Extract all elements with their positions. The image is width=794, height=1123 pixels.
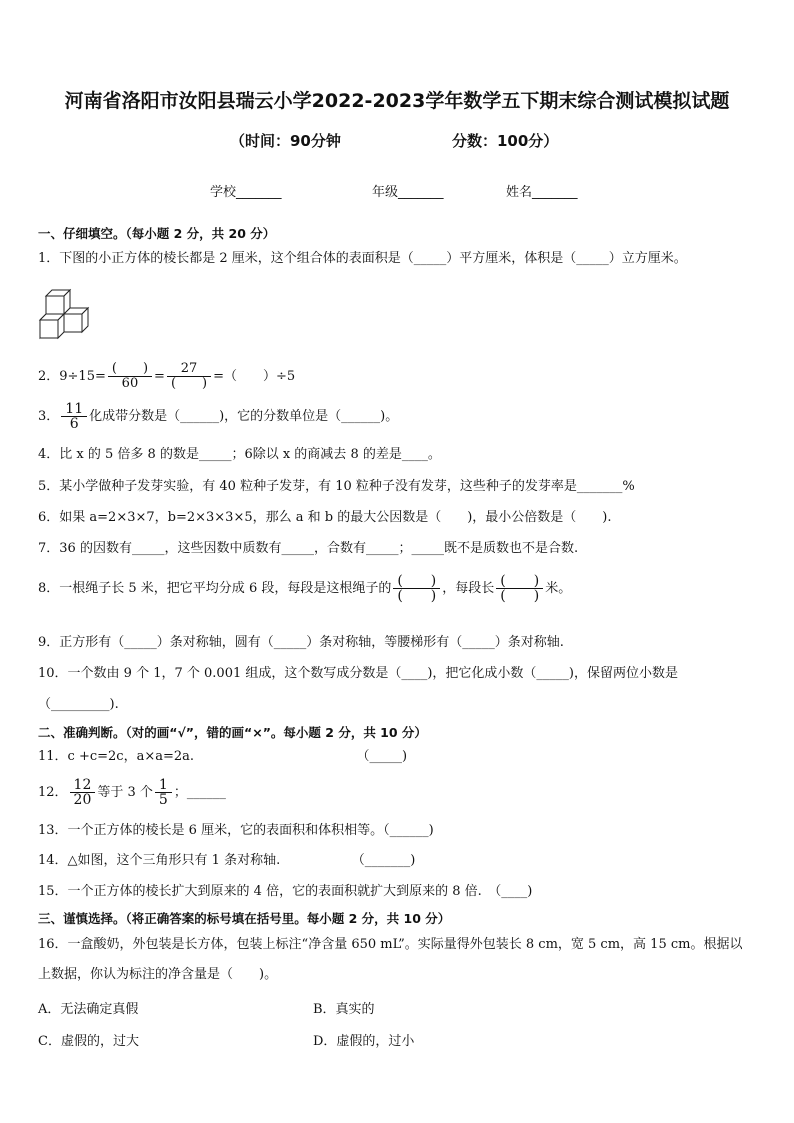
time-label: （时间：90分钟 <box>230 132 341 150</box>
score-label: 分数：100分） <box>452 132 559 150</box>
option-c: C．虚假的，过大 <box>38 1034 139 1049</box>
question-10-cont: （_________). <box>38 697 119 712</box>
question-12: 12． $\frac{12}{20}$ 等于 3 个 $\frac{1}{5}$ ；______ <box>38 777 226 808</box>
question-8: 8．一根绳子长 5 米，把它平均分成 6 段，每段是这根绳子的 $\frac{( )}{( )}$ ，每段长 $\frac{( )}{( )}$ 米。 <box>38 573 572 604</box>
question-2: 2．9÷15= $\frac{( )}{60}$ = $\frac{27}{( )}$ =（ ）÷5 <box>38 361 296 391</box>
section-3-heading: 三、谨慎选择。（将正确答案的标号填在括号里。每小题 2 分，共 10 分） <box>38 911 451 926</box>
section-2-heading: 二、准确判断。（对的画“√”，错的画“×”。每小题 2 分，共 10 分） <box>38 725 427 740</box>
grade-field: 年级_______ <box>372 185 444 200</box>
question-5: 5．某小学做种子发芽实验，有 40 粒种子发芽，有 10 粒种子没有发芽，这些种子的发芽率是_______% <box>38 479 635 494</box>
question-4: 4．比 x 的 5 倍多 8 的数是_____；6除以 x 的商减去 8 的差是____。 <box>38 447 441 462</box>
section-1-heading: 一、仔细填空。（每小题 2 分，共 20 分） <box>38 226 276 241</box>
fraction: $\frac{( )}{60}$ <box>108 362 152 391</box>
name-field: 姓名_______ <box>506 185 578 200</box>
question-16: 16．一盒酸奶，外包装是长方体，包装上标注“净含量 650 mL”。实际量得外包装长 8 cm，宽 5 cm，高 15 cm。根据以 <box>38 937 743 952</box>
fraction: $\frac{12}{20}$ <box>70 778 96 807</box>
question-11: 11．c +c=2c，a×a=2a. （_____) <box>38 749 408 764</box>
question-9: 9．正方形有（_____）条对称轴，圆有（_____）条对称轴，等腰梯形有（_____）条对称轴. <box>38 635 564 650</box>
question-13: 13．一个正方体的棱长是 6 厘米，它的表面积和体积相等。（______) <box>38 823 434 838</box>
school-field: 学校_______ <box>210 185 282 200</box>
question-7: 7．36 的因数有_____，这些因数中质数有_____，合数有_____；_____既不是质数也不是合数. <box>38 541 579 556</box>
question-1: 1．下图的小正方体的棱长都是 2 厘米，这个组合体的表面积是（_____）平方厘米，体积是（_____）立方厘米。 <box>38 251 687 266</box>
fraction: $\frac{1}{5}$ <box>155 778 172 807</box>
option-b: B．真实的 <box>313 1002 375 1017</box>
question-14: 14．△如图，这个三角形只有 1 条对称轴. （_______) <box>38 853 416 868</box>
question-15: 15．一个正方体的棱长扩大到原来的 4 倍，它的表面积就扩大到原来的 8 倍. （____) <box>38 884 533 899</box>
option-a: A．无法确定真假 <box>38 1002 139 1017</box>
question-10: 10．一个数由 9 个 1，7 个 0.001 组成，这个数写成分数是（____)，把它化成小数（_____)，保留两位小数是 <box>38 666 679 681</box>
cube-diagram <box>38 288 96 344</box>
fraction: $\frac{( )}{( )}$ <box>496 574 543 603</box>
question-16-cont: 上数据，你认为标注的净含量是（ )。 <box>38 967 278 982</box>
fraction: $\frac{( )}{( )}$ <box>393 574 440 603</box>
question-3: 3． $\frac{11}{6}$ 化成带分数是（______)，它的分数单位是（______)。 <box>38 401 399 432</box>
fraction: $\frac{11}{6}$ <box>61 402 87 431</box>
question-6: 6．如果 a=2×3×7，b=2×3×3×5，那么 a 和 b 的最大公因数是（ )，最小公倍数是（ ). <box>38 510 612 525</box>
page-title: 河南省洛阳市汝阳县瑞云小学2022-2023学年数学五下期末综合测试模拟试题 <box>64 90 730 112</box>
option-d: D．虚假的，过小 <box>313 1034 415 1049</box>
fraction: $\frac{27}{( )}$ <box>167 362 211 391</box>
